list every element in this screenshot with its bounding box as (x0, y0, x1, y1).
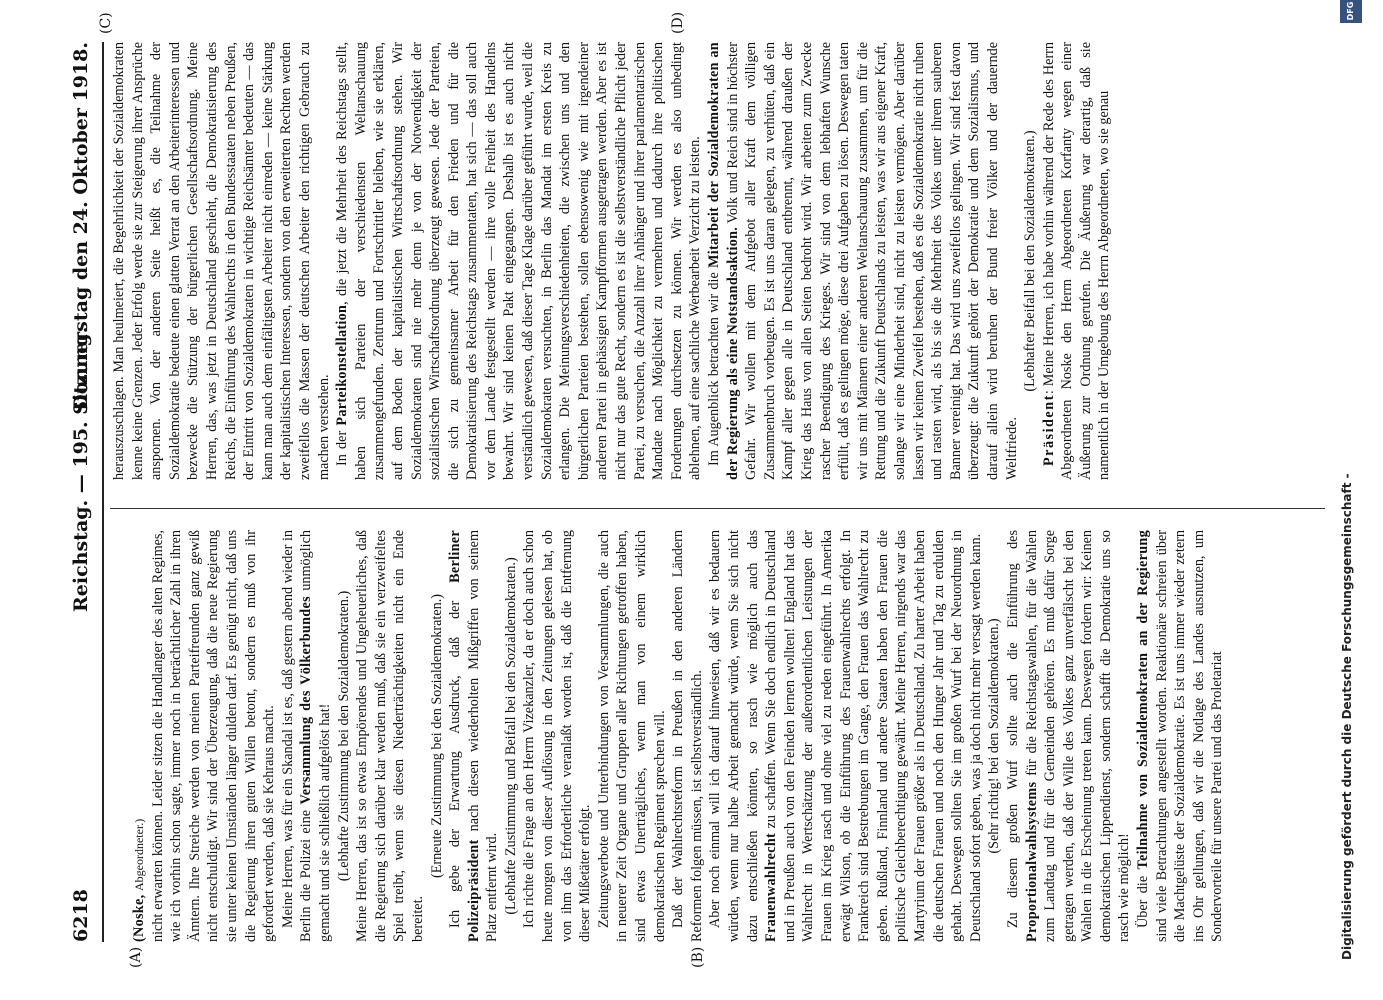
text-run: für die Reichstagswahlen, für die Wahlen zum Landtag und für die Gemeinden gehören. Es muß dafür Sorge getragen werden, daß der Wille des Volkes ganz unverfälscht bei den Wahlen in die Erscheinung treten kann. Deswegen fordern wir: Keinen demokratischen Lippendienst, sondern schafft die Demokratie uns so rasch wie möglich! (1023, 530, 1133, 942)
text-run: Volk und Reich sind in höchster Gefahr. Wir wollen mit dem Aufgebot aller Kraft dem völligen Zusammenbruch vorbeugen. Es ist uns daran gelegen, zu verhüten, daß ein Kampf aller gegen alle in Deutschland entbrennt, während draußen der Krieg das Haus von allen Seiten bedroht wird. Wir arbeiten zum Zwecke rascher Beendigung des Krieges. Wir sind von dem lebhaften Wunsche erfüllt, daß es gelingen möge, diese drei Aufgaben zu lösen. Deswegen taten wir uns mit Männern einer anderen Weltanschauung zusammen, um für die Rettung und die Zukunft Deutschlands zu leisten, was wir aus eigener Kraft, solange wir eine Minderheit sind, nicht zu leisten vermögen. Aber darüber lassen wir keinen Zweifel bestehen, daß es die Sozialdemokratie nicht ruhen und rasten wird, als bis sie die Mehrheit des Volkes unter ihrem sauberen Banner vereinigt hat. Das wird uns zweifellos gelingen. Wir sind fest davon überzeugt: die Zukunft gehört der Demokratie und dem Sozialismus, und darauf allein wird beruhen der Bund freier Völker und der dauernde Weltfriede. (724, 42, 1020, 480)
margin-marker-b: (B) (690, 946, 706, 968)
text-run: zu schaffen. Wenn Sie doch endlich in Deutschland und in Preußen auch von den Feinden lernen wollten! England hat das Wahlrecht in Wertschätzung der außerordentlichen Leistungen der Frauen im Krieg rasch und ohne viel zu reden eingeführt. In Amerika erwägt Wilson, ob die Einführung des Frauenwahlrechts erfolgt. In Frankreich sind Bestrebungen im Gange, den Frauen das Wahlrecht zu geben. Rußland, Finnland und andere Staaten haben den Frauen die politische Gleichberechtigung gewährt. Meine Herren, nirgends war das Martyrium der Frauen größer als in Deutschland. Zu harter Arbeit haben die deutschen Frauen und noch den Hunger Jahr und Tag zu erdulden gehabt. Deswegen sollten Sie im großen Wurf bei der Neuordnung in Deutschland sofort geben, was ja doch nicht mehr versagt werden kann. (763, 530, 984, 942)
text-run: Ich gebe der Erwartung Ausdruck, daß der (447, 582, 464, 928)
text-run: Meine Herren, was für ein Skandal ist es, daß gestern abend wieder in Berlin die Polizei eine (279, 530, 315, 942)
text-run: , die jetzt die Mehrheit des Reichstags stellt, haben sich Parteien der verschiedensten Weltanschauung zusammengefunden. Zentrum und Fortschrittler bleiben, wie sie erklären, auf dem Boden der kapitalistischen Wirtschaftsordnung stehen. Wir Sozialdemokraten sind nie mehr denn je von der Notwendigkeit der sozialistischen Wirtschaftsordnung überzeugt gewesen. Jede der Parteien, die sich zu gemeinsamer Arbeit für den Frieden und für die Demokratisierung des Reichstags zusammentaten, hat sich — das soll auch vor dem Lande festgestellt werden — ihre volle Freiheit des Handelns bewahrt. Wir sind keinen Pakt eingegangen. Deshalb ist es auch nicht verständlich gewesen, daß dieser Tage Klage darüber geführt wurde, weil die Sozialdemokraten versuchten, in Berlin das Mandat im ersten Kreis zu erlangen. Die Meinungsverschiedenheiten, die zwischen uns und den bürgerlichen Parteien bestehen, sollen ebensowenig wie mit irgendeiner anderen Partei in gehässigen Kampfformen ausgetragen werden. Aber es ist nicht nur das gute Recht, sondern es ist die selbstverständliche Pflicht jeder Partei, zu versuchen, die Anzahl ihrer Anhänger und ihrer parlamentarischen Mandate nach Möglichkeit zu vermehren und dadurch ihre politischen Forderungen durchsetzen zu können. Wir werden es also unbedingt ablehnen, auf eine sachliche Werbearbeit Verzicht zu leisten. (334, 42, 704, 480)
paragraph (1040, 42, 1114, 480)
paragraph (1004, 530, 1134, 942)
speaker-role: Abgeordneter.) (132, 818, 146, 892)
emphasis: Proportionalwahlsystems (1023, 781, 1040, 942)
text-run: Aber noch einmal will ich darauf hinweisen, daß wir es bedauern würden, wenn nur halbe Arbeit gemacht würde, wenn Sie sich nicht dazu entschließen könnten, so rasch wie möglich auch das (707, 530, 761, 942)
paragraph (1134, 530, 1227, 942)
paragraph (446, 530, 502, 942)
interjection: (Lebhafter Beifall bei den Sozialdemokraten.) (1022, 130, 1039, 392)
text-run: In der (334, 425, 351, 466)
text-run: nach diesen wiederholten Mißgriffen von seinem Platz entfernt wird. (465, 530, 501, 942)
speaker-line (130, 530, 149, 942)
session-date: Donnerstag den 24. Oktober 1918. (70, 42, 92, 411)
text-run: Über die (1135, 869, 1152, 928)
interjection: (Lebhafte Zustimmung und Beifall bei den Sozialdemokraten.) (502, 557, 519, 915)
margin-marker-c: (C) (98, 12, 114, 34)
speaker-name: Präsident (1040, 394, 1057, 466)
paragraph: Ich richte die Frage an den Herrn Vizekanzler, da er doch auch schon heute morgen von dieser Auflösung in den Zeitungen gelesen hat, ob von ihm das Erforderliche veranlaßt worden ist, daß die Entfernung dieser Mißetäter erfolgt. (521, 530, 594, 942)
session-title: Reichstag. — 195. Sitzung. (70, 326, 92, 612)
margin-marker-a: (A) (128, 946, 144, 968)
paragraph: herauszuschlagen. Man heulmeiert, die Begehrlichkeit der Sozialdemokraten kenne keine Grenzen. Jeder Erfolg werde sie zur Steigerung ihrer Ansprüche anspornen. Von der anderen Seite heißt es, die Teilnahme der Sozialdemokratie bedeute einen glatten Verrat an den Arbeiterinteressen und bezwecke die Stützung der bürgerlichen Gesellschaftsordnung. Meine Herren, das, was jetzt in Deutschland geschieht, die Demokratisierung des Reichs, die Einführung des Wahlrechts in den Bundesstaaten neben Preußen, der Eintritt von Sozialdemokraten in wichtige Reichsämter bedeuten — das kann man auch dem einfältigsten Arbeiter nicht einreden — keine Stärkung der kapitalistischen Interessen, sondern von den erweiterten Rechten werden zweifellos die Massen der deutschen Arbeiter den richtigen Gebrauch zu machen verstehen. (111, 42, 332, 480)
margin-marker-d: (D) (670, 11, 686, 34)
speaker-name: (Noske, (131, 894, 147, 942)
emphasis: Parteikonstellation (334, 304, 351, 426)
dfg-logo: DFG (1340, 0, 1362, 23)
digitization-credit: Digitalisierung gefördert durch die Deutsche Forschungsgemeinschaft - (1340, 473, 1354, 960)
text-run: Im Augenblick betrachten wir die (706, 267, 722, 466)
paragraph (279, 530, 335, 942)
interjection: (Erneute Zustimmung bei den Sozialdemokraten.) (428, 593, 445, 879)
emphasis: Berliner Polizeipräsident (447, 530, 482, 942)
interjection: (Sehr richtig! bei den Sozialdemokraten.) (986, 618, 1003, 854)
left-column (130, 530, 1280, 942)
paragraph (706, 530, 985, 942)
paragraph (333, 42, 705, 480)
text-run: unmöglich gemacht und sie schließlich aufgelöst hat! (298, 530, 333, 942)
emphasis: Versammlung des Völkerbundes (298, 596, 315, 805)
emphasis: Teilnahme von Sozialdemokraten an der Regierung (1135, 530, 1152, 870)
text-run: Zu diesem großen Wurf sollte auch die Einführung des (1004, 530, 1021, 928)
text-run: : Meine Herren, ich habe vorhin während der Rede des Herrn Abgeordneten Noske den Herrn Abgeordneten Korfanty wegen einer Äußerung zur Ordnung gerufen. Die Äußerung war derartig, daß sie namentlich in der Umgebung des Herrn Abgeordneten, wo sie genau (1040, 42, 1113, 480)
column-divider (110, 508, 1325, 509)
paragraph: Zeitungsverbote und Unterbindungen von Versammlungen, die auch in neuerer Zeit Organe und Gruppen aller Richtungen getroffen haben, sind etwas Unerträgliches, wenn man von einem wirklich demokratischen Regiment sprechen will. (595, 530, 668, 942)
right-column (110, 42, 1325, 480)
paragraph: nicht erwarten können. Leider sitzen die Handlanger des alten Regimes, wie ich vorhin schon sagte, immer noch in beträchtlicher Zahl in ihren Ämtern. Ihre Streiche werden von meinen Parteifreunden ganz gewiß nicht entschuldigt. Wir sind der Überzeugung, daß die neue Regierung sie unter keinen Umständen länger dulden darf. Es genügt nicht, daß uns die Regierung ihren guten Willen betont, sondern es muß von ihr gefordert werden, daß sie Kehraus macht. (149, 530, 278, 942)
page-number: 6218 (70, 889, 92, 942)
interjection: (Lebhafte Zustimmung bei den Sozialdemokraten.) (335, 590, 352, 882)
page-header (70, 42, 100, 942)
paragraph: Meine Herren, das ist so etwas Empörendes und Ungeheuerliches, daß die Regierung sich darüber klar werden muß, daß sie ein verzweifeltes Spiel treibt, wenn sie diesen Niederträchtigkeiten nicht ein Ende bereitet. (354, 530, 426, 942)
header-rule (102, 42, 104, 942)
paragraph: Daß der Wahlrechtsreform in Preußen in den anderen Ländern Reformen folgen müssen, ist selbstverständlich. (670, 530, 705, 942)
paragraph (705, 42, 1021, 480)
text-run: sind viele Betrachtungen angestellt worden. Reaktionäre schreien über die Machtgelüste der Sozialdemokratie. Es ist uns immer wieder zetern ins Ohr gellungen, daß wir die Notlage des Landes ausnutzen, um Sondervorteile für unsere Partei und das Proletariat (1153, 530, 1226, 942)
emphasis: Frauenwahlrecht (763, 832, 780, 942)
emphasis: Mitarbeit der Sozialdemokraten an der Regierung als eine Notstandsaktion. (706, 42, 741, 480)
